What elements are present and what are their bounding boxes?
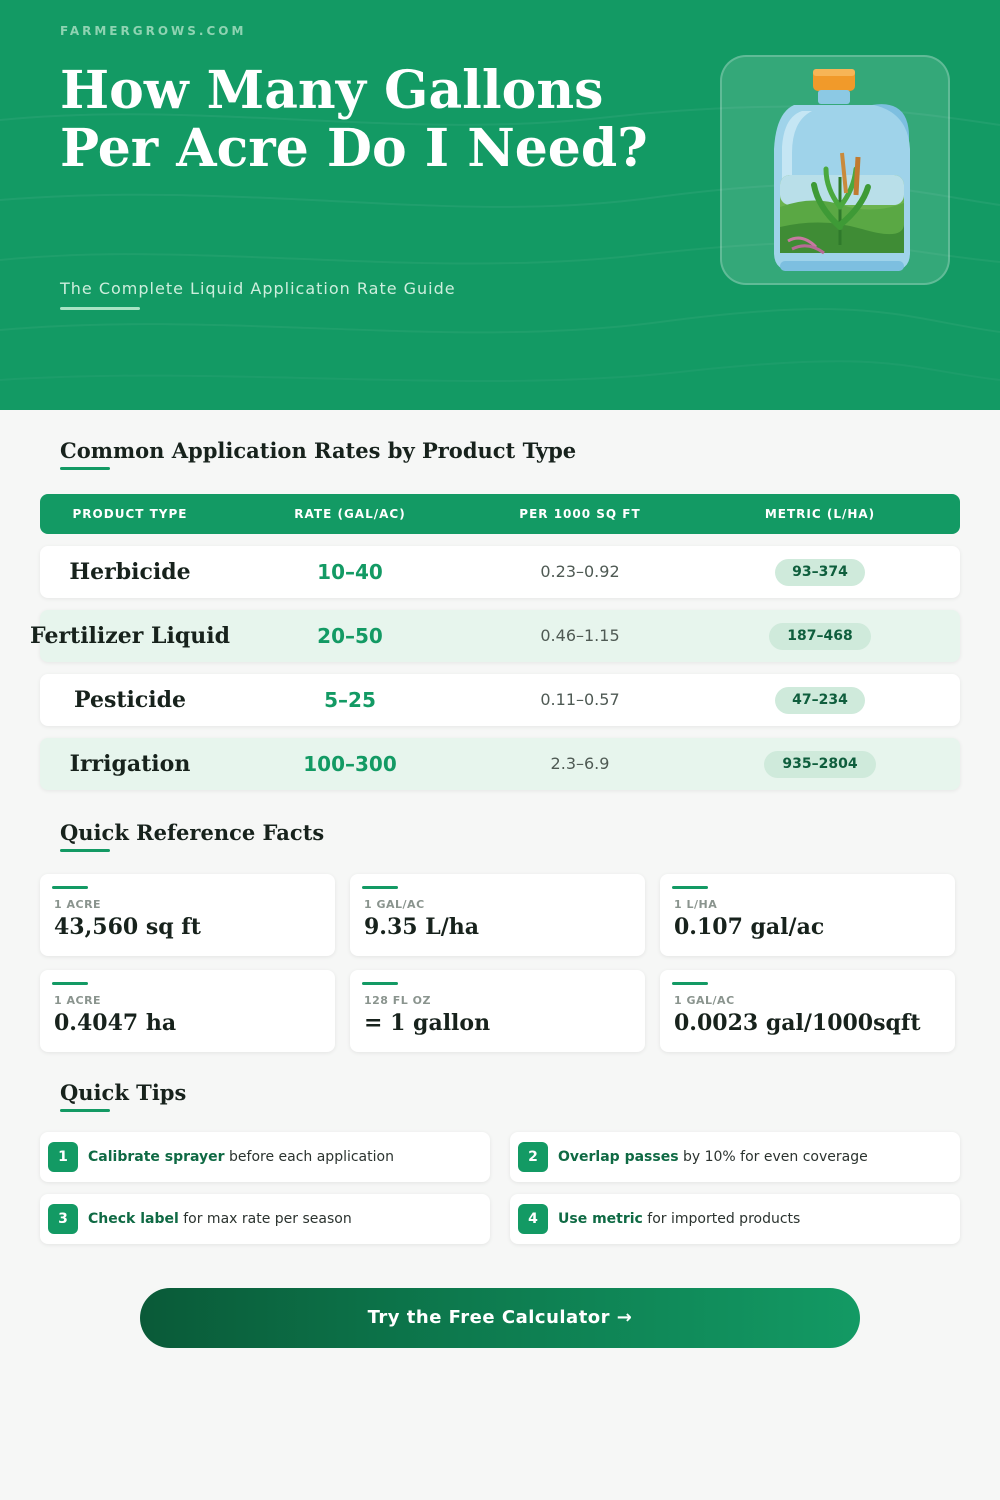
fact-card <box>40 970 335 1052</box>
tip-detail: before each application <box>224 1149 394 1165</box>
row-metric-badge: 47–234 <box>775 687 865 714</box>
row-rate: 100–300 <box>303 752 397 776</box>
fact-card <box>40 874 335 956</box>
tip-card <box>40 1132 490 1182</box>
table-row <box>40 546 960 598</box>
fact-value: 43,560 sq ft <box>54 914 201 940</box>
tip-detail: by 10% for even coverage <box>678 1149 868 1165</box>
fact-value: 9.35 L/ha <box>364 914 479 940</box>
tips-title-underline <box>60 1109 110 1112</box>
row-metric-badge: 187–468 <box>769 623 871 650</box>
tip-text <box>558 1194 800 1244</box>
table-row <box>40 738 960 790</box>
tips-section-title: Quick Tips <box>60 1080 187 1105</box>
fact-accent-bar <box>52 886 88 889</box>
tip-number-badge: 4 <box>518 1204 548 1234</box>
table-row <box>40 674 960 726</box>
fact-accent-bar <box>672 886 708 889</box>
tip-keyword: Calibrate sprayer <box>88 1149 225 1165</box>
fact-accent-bar <box>362 886 398 889</box>
hero-image-frame <box>720 55 950 285</box>
row-product-type: Pesticide <box>74 687 186 713</box>
tip-detail: for imported products <box>642 1211 801 1227</box>
row-per-1000: 0.23–0.92 <box>540 562 620 581</box>
tip-keyword: Check label <box>88 1211 179 1227</box>
row-metric-badge: 93–374 <box>775 559 865 586</box>
facts-section-title: Quick Reference Facts <box>60 820 325 845</box>
subtitle-underline <box>60 307 140 310</box>
tip-card <box>40 1194 490 1244</box>
tip-number-badge: 3 <box>48 1204 78 1234</box>
row-per-1000: 0.46–1.15 <box>540 626 620 645</box>
row-rate: 20–50 <box>317 624 383 648</box>
header-product-type: PRODUCT TYPE <box>72 507 188 521</box>
fact-label: 1 L/HA <box>674 898 718 911</box>
tip-detail: for max rate per season <box>178 1211 352 1227</box>
facts-title-underline <box>60 849 110 852</box>
fact-value: 0.4047 ha <box>54 1010 177 1036</box>
fact-accent-bar <box>52 982 88 985</box>
rates-title-underline <box>60 467 110 470</box>
tip-card <box>510 1132 960 1182</box>
rates-table-header <box>40 494 960 534</box>
header-rate: RATE (GAL/AC) <box>294 507 406 521</box>
free-calculator-button[interactable]: Try the Free Calculator → <box>140 1288 860 1348</box>
row-product-type: Fertilizer Liquid <box>30 623 230 649</box>
fact-label: 1 GAL/AC <box>364 898 425 911</box>
tip-number-badge: 1 <box>48 1142 78 1172</box>
fact-label: 1 GAL/AC <box>674 994 735 1007</box>
row-product-type: Herbicide <box>69 559 191 585</box>
fact-label: 1 ACRE <box>54 994 102 1007</box>
row-rate: 5–25 <box>324 688 376 712</box>
fact-card <box>350 874 645 956</box>
row-rate: 10–40 <box>317 560 383 584</box>
tip-keyword: Use metric <box>558 1211 643 1227</box>
page-subtitle: The Complete Liquid Application Rate Guide <box>60 279 456 298</box>
liquid-jug-icon <box>722 57 952 287</box>
tip-number-badge: 2 <box>518 1142 548 1172</box>
row-product-type: Irrigation <box>69 751 191 777</box>
header-per-1000: PER 1000 SQ FT <box>519 507 641 521</box>
fact-label: 1 ACRE <box>54 898 102 911</box>
tip-card <box>510 1194 960 1244</box>
table-row <box>30 610 960 662</box>
row-per-1000: 0.11–0.57 <box>540 690 620 709</box>
rates-section-title: Common Application Rates by Product Type <box>60 438 577 463</box>
fact-card <box>660 970 955 1052</box>
site-name: FARMERGROWS.COM <box>60 24 247 38</box>
fact-value: = 1 gallon <box>364 1010 491 1036</box>
header-metric: METRIC (L/HA) <box>764 507 876 521</box>
tip-text <box>558 1132 868 1182</box>
hero-banner <box>0 0 1000 410</box>
fact-value: 0.107 gal/ac <box>674 914 825 940</box>
fact-card <box>660 874 955 956</box>
fact-accent-bar <box>672 982 708 985</box>
page-title: How Many Gallons Per Acre Do I Need? <box>60 60 648 179</box>
fact-value: 0.0023 gal/1000sqft <box>674 1010 921 1036</box>
fact-card <box>350 970 645 1052</box>
tip-keyword: Overlap passes <box>558 1149 679 1165</box>
fact-label: 128 FL OZ <box>364 994 431 1007</box>
tip-text <box>88 1132 394 1182</box>
row-per-1000: 2.3–6.9 <box>550 754 610 773</box>
fact-accent-bar <box>362 982 398 985</box>
tip-text <box>88 1194 352 1244</box>
row-metric-badge: 935–2804 <box>764 751 876 778</box>
